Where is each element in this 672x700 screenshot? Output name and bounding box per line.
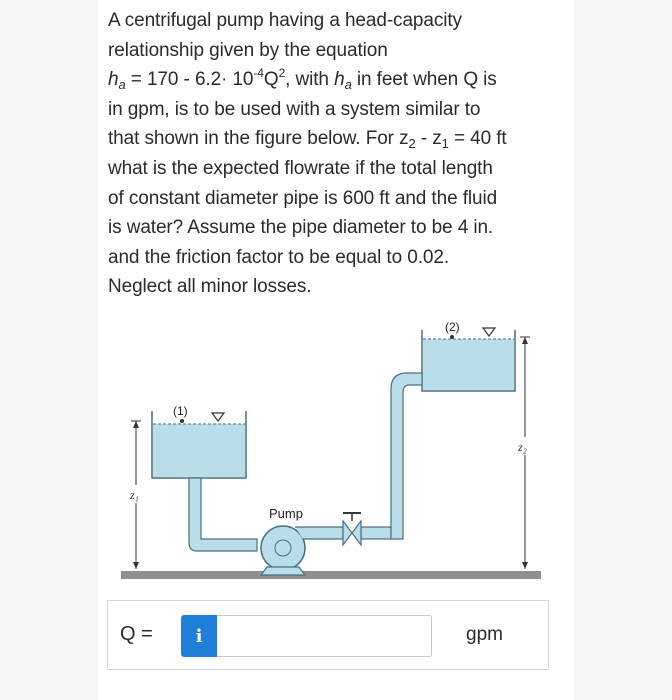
free-surface-marker-1 (212, 413, 224, 421)
discharge-pipe (295, 527, 343, 539)
point-2-label: (2) (445, 320, 460, 334)
problem-line: what is the expected flowrate if the total length (108, 157, 493, 179)
answer-row (107, 600, 549, 670)
z1-label: z₁ (130, 488, 139, 502)
valve (343, 521, 352, 545)
tank-1-water (153, 424, 245, 477)
tank-2-water (423, 339, 514, 390)
free-surface-marker-2 (483, 328, 495, 336)
equation-line: $h_a = 170 - 6.2\cdot 10^{-4}Q^2$, with $h_a$ in feet when Q is (108, 66, 497, 93)
ground (121, 571, 541, 579)
pump-system-diagram (107, 313, 557, 585)
problem-line: A centrifugal pump having a head-capacity (108, 10, 462, 31)
pump-base (261, 567, 305, 575)
pump-system-figure (107, 313, 557, 585)
riser-pipe (391, 373, 422, 539)
unit-label: gpm (466, 624, 503, 645)
suction-pipe (189, 478, 257, 551)
point-1-label: (1) (173, 404, 188, 418)
problem-line: and the friction factor to be equal to 0.02. (108, 246, 449, 268)
problem-line: relationship given by the equation (108, 39, 388, 61)
problem-line: in gpm, is to be used with a system similar to (108, 98, 481, 120)
problem-line: that shown in the figure below. For $z_2 - z_1 = 40$ ft (108, 128, 507, 152)
pump (261, 526, 305, 570)
flowrate-input[interactable] (217, 615, 432, 657)
z2-label: z₂ (518, 440, 527, 454)
problem-line: is water? Assume the pipe diameter to be 4 in. (108, 217, 494, 239)
pump-label: Pump (269, 506, 303, 521)
problem-statement (108, 6, 564, 302)
answer-label: Q = (120, 623, 153, 645)
problem-line: Neglect all minor losses. (108, 276, 312, 298)
info-icon[interactable]: i (181, 615, 217, 657)
problem-line: of constant diameter pipe is 600 ft and the fluid (108, 187, 498, 209)
